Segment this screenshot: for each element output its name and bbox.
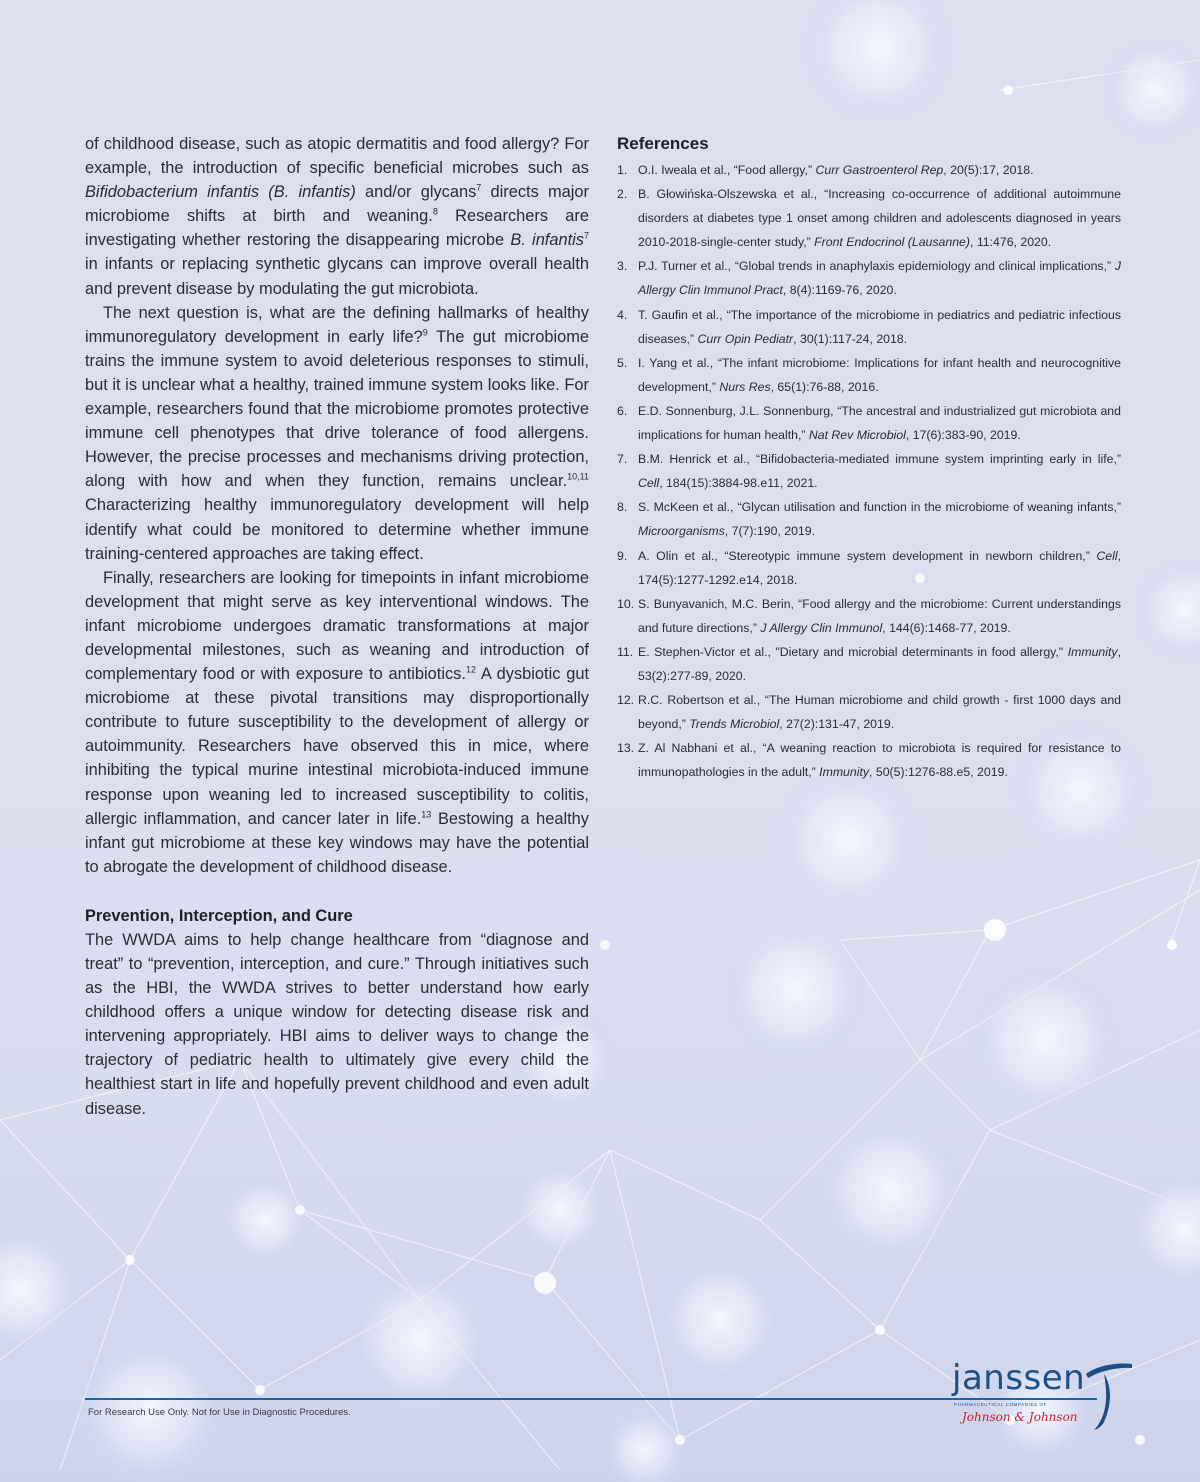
text-run: A. Olin et al., “Stereotypic immune system development in newborn children,” [638,548,1097,563]
citation-superscript: 8 [432,206,438,217]
text-run: and/or glycans [355,183,477,202]
text-run: E. Stephen-Victor et al., "Dietary and microbial determinants in food allergy," [638,644,1068,659]
janssen-swoosh-icon [1082,1360,1136,1432]
italic-term: B. infantis [510,231,584,250]
italic-term: Bifidobacterium infantis (B. infantis) [85,183,356,202]
logo-parent-company: Johnson & Johnson [962,1410,1078,1424]
italic-term: Front Endocrinol (Lausanne) [814,235,970,250]
citation-superscript: 13 [421,809,432,820]
citation-superscript: 9 [422,327,428,338]
reference-number: 6. [617,403,628,418]
reference-item [617,303,1121,351]
text-run: T. Gaufin et al., “The importance of the microbiome in pediatrics and pediatric infectious diseases,” [638,307,1121,346]
text-run: B.M. Henrick et al., “Bifidobacteria-mediated immune system imprinting early in life,” [638,452,1121,467]
italic-term: Curr Opin Pediatr [697,331,794,346]
text-run: S. Bunyavanich, M.C. Berin, “Food allergy and the microbiome: Current understandings and future directions,” [638,596,1121,635]
reference-number: 8. [617,500,628,515]
reference-citation [638,404,1121,442]
reference-number: 7. [617,452,628,467]
reference-number: 1. [617,163,628,177]
italic-term: Trends Microbiol [689,717,780,732]
text-run: , 174(5):1277-1292.e14, 2018. [638,548,1121,587]
body-paragraph [85,132,589,301]
text-run: R.C. Robertson et al., “The Human microbiome and child growth - first 1000 days and beyond,” [638,693,1121,732]
janssen-logo [946,1356,1136,1436]
reference-item [617,254,1121,302]
reference-item [617,351,1121,399]
reference-number: 9. [617,548,628,563]
italic-term: Curr Gastroenterol Rep [815,163,944,177]
text-run: O.I. Iweala et al., “Food allergy,” [638,163,816,177]
reference-citation [638,645,1121,683]
reference-citation [638,597,1121,635]
reference-item [617,544,1121,592]
reference-number: 12. [617,693,635,708]
logo-wordmark: janssen [952,1358,1086,1398]
reference-list [617,158,1121,784]
text-run: Researchers are investigating whether restoring the disappearing microbe [85,207,589,250]
footer-disclaimer: For Research Use Only. Not for Use in Diagnostic Procedures. [88,1407,351,1418]
text-run: E.D. Sonnenburg, J.L. Sonnenburg, “The ancestral and industrialized gut microbiota and implications for human health,” [638,403,1121,443]
reference-number: 11. [617,644,634,659]
text-run: , 184(15):3884-98.e11, 2021. [659,476,818,491]
text-run: S. McKeen et al., “Glycan utilisation and function in the microbiome of weaning infants,” [638,500,1121,515]
reference-item [617,158,1121,182]
reference-citation [638,741,1121,779]
reference-item [617,736,1121,784]
references-section [617,132,1121,784]
italic-term: J Allergy Clin Immunol [760,620,883,635]
reference-number: 2. [617,187,628,202]
text-run: directs major microbiome shifts at birth and weaning. [85,183,589,226]
reference-citation [638,308,1121,346]
reference-citation [638,356,1121,394]
reference-item [617,495,1121,543]
text-run: P.J. Turner et al., “Global trends in anaphylaxis epidemiology and clinical implications,” [638,259,1115,274]
text-run: , 20(5):17, 2018. [943,163,1034,177]
reference-item [617,688,1121,736]
citation-superscript: 7 [476,182,482,193]
reference-number: 3. [617,259,628,274]
reference-citation [638,693,1121,731]
text-run: of childhood disease, such as atopic dermatitis and food allergy? For example, the introduction of specific beneficial microbes such as [85,135,589,178]
references-heading: References [617,134,709,153]
reference-number: 13. [617,741,635,756]
reference-item [617,182,1121,254]
text-run: The gut microbiome trains the immune system to avoid deleterious responses to stimuli, but it is unclear what a healthy, trained immune system looks like. For example, researchers found that the microbiome promotes protective immune cell phenotypes that drive tolerance of food allergens. However, the precise processes and mechanisms driving protection, along with how and when they function, remains unclear. [85,327,589,491]
section-heading: Prevention, Interception, and Cure [85,906,353,925]
text-run: The next question is, what are the defining hallmarks of healthy immunoregulatory development in early life? [85,303,589,346]
article-body [85,132,589,1121]
italic-term: Nat Rev Microbiol [808,428,906,443]
text-run: , 50(5):1276-88.e5, 2019. [869,765,1008,780]
reference-item [617,640,1121,688]
text-run: in infants or replacing synthetic glycans can improve overall health and prevent disease by modulating the gut microbiota. [85,255,589,298]
text-run: , 65(1):76-88, 2016. [770,379,879,394]
logo-subline: PHARMACEUTICAL COMPANIES OF [954,1402,1047,1407]
reference-citation [638,163,1034,177]
text-run: Characterizing healthy immunoregulatory development will help identify what could be monitored to determine whether immune training-centered approaches are taking effect. [85,496,589,563]
text-run: , 30(1):117-24, 2018. [793,331,908,346]
text-run: I. Yang et al., “The infant microbiome: Implications for infant health and neurocognitive development,” [638,355,1121,394]
text-run: , 7(7):190, 2019. [724,524,816,539]
body-paragraph [85,301,589,566]
text-run: , 8(4):1169-76, 2020. [782,283,897,298]
text-run: , 144(6):1468-77, 2019. [882,620,1011,635]
text-run: Finally, researchers are looking for timepoints in infant microbiome development that might serve as key interventional windows. The infant microbiome undergoes dramatic transformations at major developmental milestones, such as weaning and introduction of complementary food or with exposure to antibiotics. [85,568,589,684]
text-run: Bestowing a healthy infant gut microbiome at these key windows may have the potential to abrogate the development of childhood disease. [85,809,589,876]
text-run: Z. Al Nabhani et al., “A weaning reaction to microbiota is required for resistance to immunopathologies in the adult,” [638,741,1121,780]
reference-number: 5. [617,355,628,370]
body-paragraph [85,566,589,879]
citation-superscript: 10,11 [567,471,589,482]
text-run: , 53(2):277-89, 2020. [638,644,1121,683]
italic-term: Cell [638,476,660,491]
italic-term: Immunity [819,765,870,780]
citation-superscript: 12 [465,664,476,675]
reference-citation [638,549,1121,587]
italic-term: Microorganisms [638,524,725,539]
text-run: , 27(2):131-47, 2019. [779,717,895,732]
text-run: A dysbiotic gut microbiome at these pivotal transitions may disproportionally contribute to future susceptibility to the development of allergy or autoimmunity. Researchers have observed this in mice, where inhibiting the typical murine intestinal microbiota-induced immune response upon weaning led to increased susceptibility to colitis, allergic inflammation, and cancer later in life. [85,665,589,828]
reference-citation [638,500,1121,538]
text-run: B. Głowińska-Olszewska et al., “Increasing co-occurrence of additional autoimmune disorders at diabetes type 1 onset among children and adolescents diagnosed in years 2010-2018-single-center study,” [638,187,1121,250]
reference-number: 10. [617,596,635,611]
citation-superscript: 7 [583,230,589,241]
italic-term: Nurs Res [719,379,771,394]
reference-item [617,399,1121,447]
text-run: , 11:476, 2020. [970,235,1052,250]
reference-citation [638,259,1121,297]
reference-citation [638,452,1121,490]
italic-term: J Allergy Clin Immunol Pract [638,259,1121,298]
body-paragraph: The WWDA aims to help change healthcare from “diagnose and treat” to “prevention, interception, and cure.” Through initiatives such as the HBI, the WWDA strives to better understand how early childhood offers a unique window for detecting disease risk and intervening appropriately. HBI aims to deliver ways to change the trajectory of pediatric health to ultimately give every child the healthiest start in life and hopefully prevent childhood and even adult disease. [85,930,589,1118]
italic-term: Cell [1096,548,1118,563]
reference-number: 4. [617,307,628,322]
reference-citation [638,187,1121,249]
reference-item [617,592,1121,640]
italic-term: Immunity [1067,644,1118,659]
reference-item [617,447,1121,495]
text-run: , 17(6):383-90, 2019. [905,428,1021,443]
